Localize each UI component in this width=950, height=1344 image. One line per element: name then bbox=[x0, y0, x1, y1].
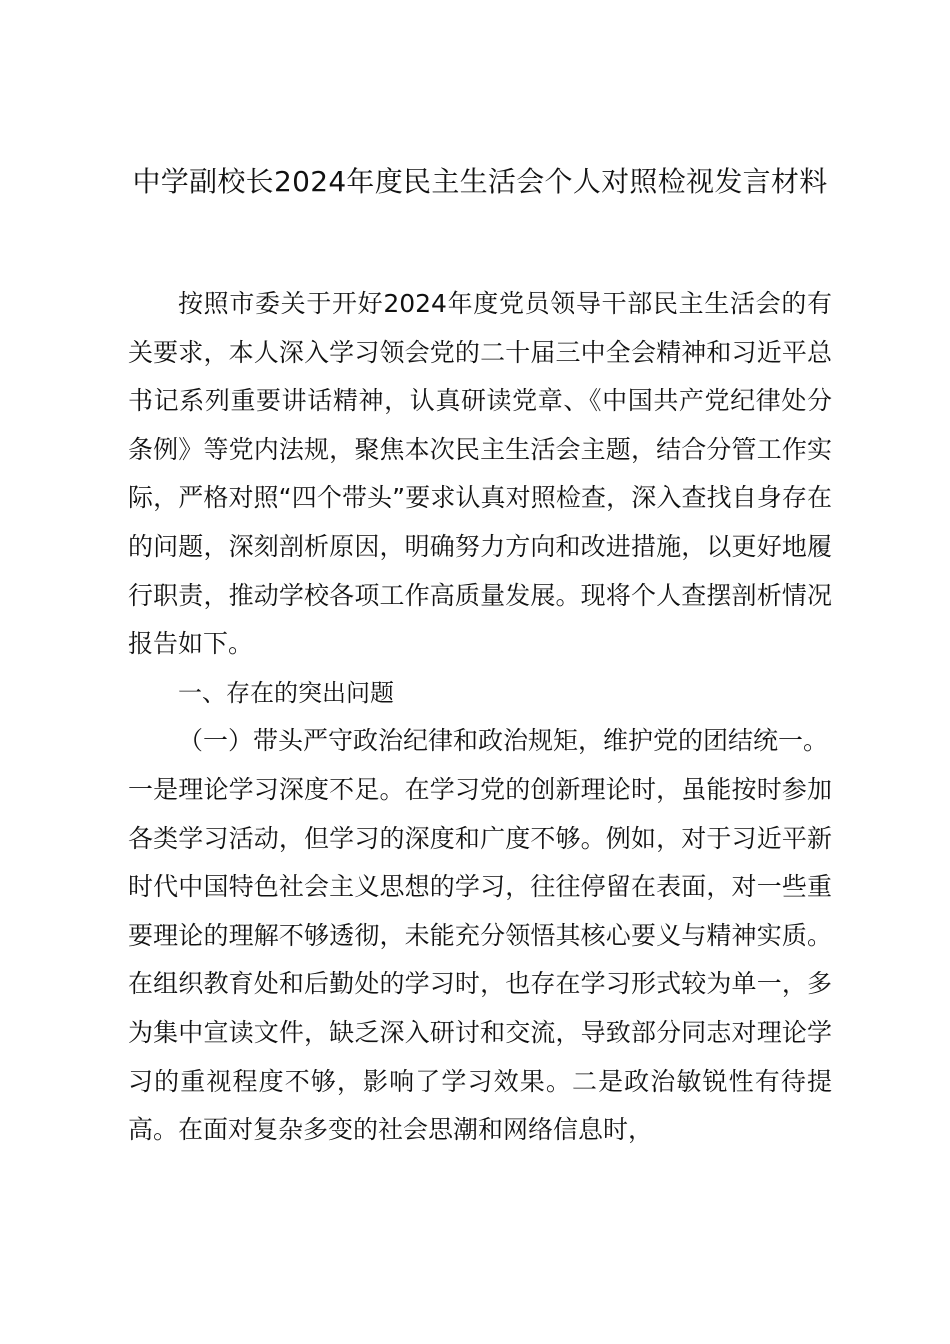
subsection-paragraph: 一是理论学习深度不足。在学习党的创新理论时，虽能按时参加各类学习活动，但学习的深度和广度不够。例如，对于习近平新时代中国特色社会主义思想的学习，往往停留在表面，对一些重要理论的理解不够透彻，未能充分领悟其核心要义与精神实质。在组织教育处和后勤处的学习时，也存在学习形式较为单一，多为集中宣读文件，缺乏深入研讨和交流，导致部分同志对理论学习的重视程度不够，影响了学习效果。二是政治敏锐性有待提高。在面对复杂多变的社会思潮和网络信息时， bbox=[128, 774, 832, 1145]
intro-paragraph: 按照市委关于开好2024年度党员领导干部民主生活会的有关要求，本人深入学习领会党的二十届三中全会精神和习近平总书记系列重要讲话精神，认真研读党章、《中国共产党纪律处分条例》等党内法规，聚焦本次民主生活会主题，结合分管工作实际，严格对照“四个带头”要求认真对照检查，深入查找自身存在的问题，深刻剖析原因，明确努力方向和改进措施，以更好地履行职责，推动学校各项工作高质量发展。现将个人查摆剖析情况报告如下。 bbox=[128, 289, 832, 659]
document-body bbox=[128, 280, 832, 1155]
document-title: 中学副校长2024年度民主生活会个人对照检视发言材料 bbox=[132, 165, 828, 198]
subsection-heading: （一）带头严守政治纪律和政治规矩，维护党的团结统一。 bbox=[178, 726, 829, 756]
section-heading: 一、存在的突出问题 bbox=[178, 678, 394, 707]
